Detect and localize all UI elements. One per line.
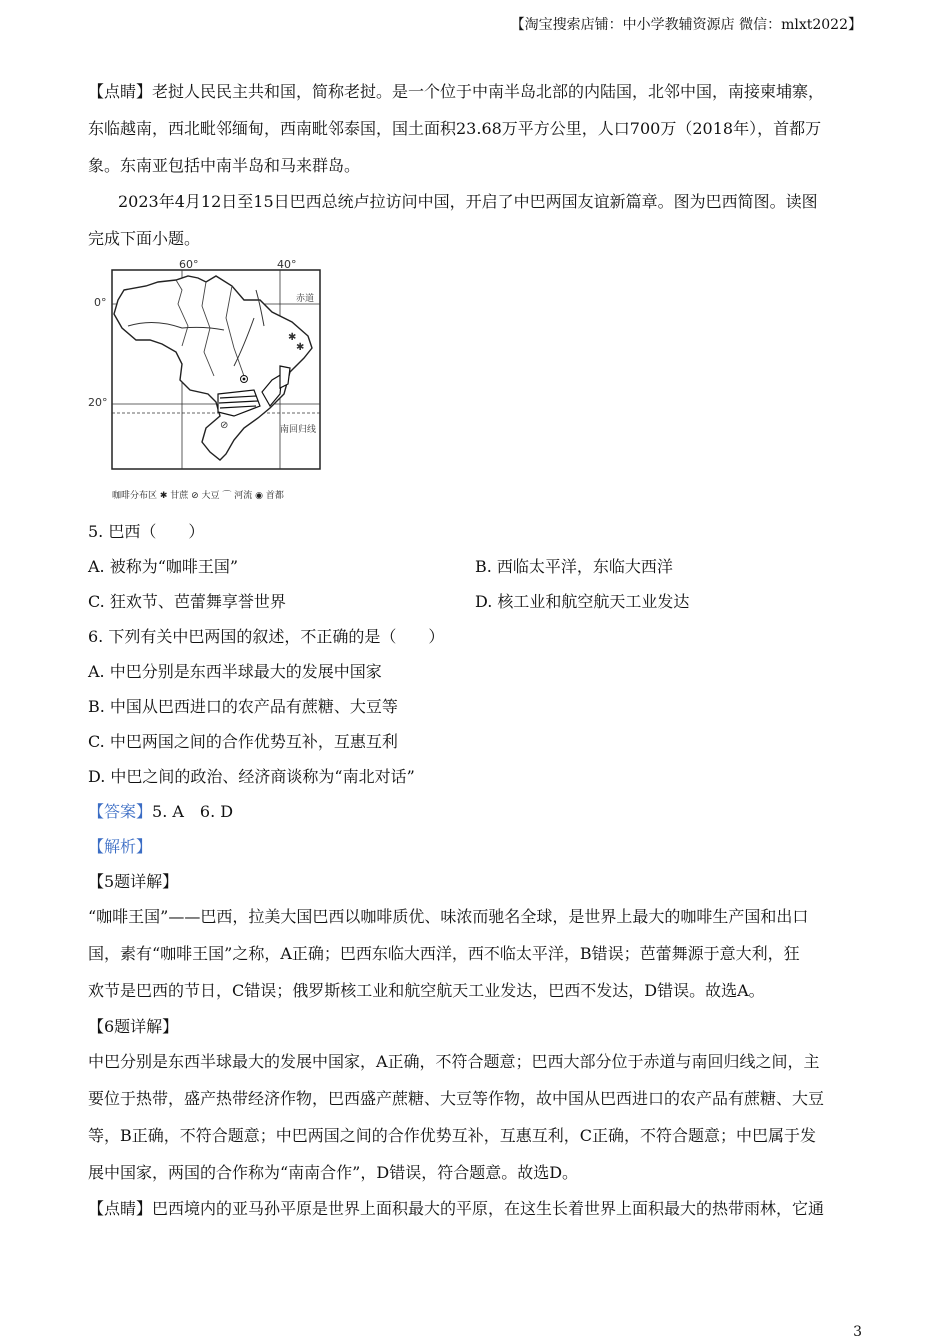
passage-line-1: 2023年4月12日至15日巴西总统卢拉访问中国，开启了中巴两国友谊新篇章。图为巴西简图。读图 <box>118 192 818 211</box>
q5-option-d: D. 核工业和航空航天工业发达 <box>475 592 690 611</box>
brazil-map <box>84 256 374 506</box>
q6-option-c: C. 中巴两国之间的合作优势互补，互惠互利 <box>88 732 398 751</box>
tropic-label: 南回归线 <box>280 425 317 435</box>
lon-60-label: 60° <box>179 258 199 271</box>
map-legend: 咖啡分布区 ✱ 甘蔗 ⊘ 大豆 ⌒ 河流 ◉ 首都 <box>112 491 284 501</box>
sugarcane-icon-1: ✱ <box>288 332 297 343</box>
lat-20-label: 20° <box>88 396 108 409</box>
q5-option-c: C. 狂欢节、芭蕾舞享誉世界 <box>88 592 286 611</box>
intro-line-3: 象。东南亚包括中南半岛和马来群岛。 <box>88 156 361 175</box>
answer-label: 【答案】 <box>88 802 153 821</box>
detail-6-line-2: 要位于热带，盛产热带经济作物，巴西盛产蔗糖、大豆等作物，故中国从巴西进口的农产品有蔗糖、大豆 <box>88 1089 825 1108</box>
detail-5-line-1: “咖啡王国”——巴西，拉美大国巴西以咖啡质优、味浓而驰名全球，是世界上最大的咖啡生产国和出口 <box>88 907 809 926</box>
lat-0-label: 0° <box>94 296 107 309</box>
intro-line-2: 东临越南，西北毗邻缅甸，西南毗邻泰国，国土面积23.68万平方公里，人口700万（2018年），首都万 <box>88 119 822 138</box>
passage-line-2: 完成下面小题。 <box>88 229 201 248</box>
detail-6-line-1: 中巴分别是东西半球最大的发展中国家，A正确，不符合题意；巴西大部分位于赤道与南回归线之间，主 <box>88 1052 820 1071</box>
detail-6-line-4: 展中国家，两国的合作称为“南南合作”，D错误，符合题意。故选D。 <box>88 1163 579 1182</box>
q5-option-b: B. 西临太平洋，东临大西洋 <box>475 557 673 576</box>
detail-6-title: 【6题详解】 <box>88 1017 179 1036</box>
intro-line-1: 【点睛】老挝人民民主共和国，简称老挝。是一个位于中南半岛北部的内陆国，北邻中国，南接柬埔寨， <box>88 82 825 101</box>
analysis-label: 【解析】 <box>88 837 153 856</box>
detail-5-line-3: 欢节是巴西的节日，C错误；俄罗斯核工业和航空航天工业发达，巴西不发达，D错误。故选A。 <box>88 981 765 1000</box>
detail-6-line-3: 等，B正确，不符合题意；中巴两国之间的合作优势互补，互惠互利，C正确，不符合题意；中巴属于发 <box>88 1126 817 1145</box>
tip-line: 【点睛】巴西境内的亚马孙平原是世界上面积最大的平原，在这生长着世界上面积最大的热带雨林，它通 <box>88 1199 825 1218</box>
q6-option-d: D. 中巴之间的政治、经济商谈称为“南北对话” <box>88 767 415 786</box>
detail-5-title: 【5题详解】 <box>88 872 179 891</box>
lon-40-label: 40° <box>277 258 297 271</box>
q6-option-b: B. 中国从巴西进口的农产品有蔗糖、大豆等 <box>88 697 398 716</box>
equator-label: 赤道 <box>296 294 315 304</box>
answer-line <box>88 802 233 822</box>
page-header: 【淘宝搜索店铺：中小学教辅资源店 微信：mlxt2022】 <box>510 17 862 33</box>
q6-stem: 6. 下列有关中巴两国的叙述，不正确的是（ ） <box>88 627 445 646</box>
q5-stem: 5. 巴西（ ） <box>88 522 205 541</box>
q5-option-a: A. 被称为“咖啡王国” <box>88 557 239 576</box>
soybean-icon: ⊘ <box>220 420 229 431</box>
sugarcane-icon-2: ✱ <box>296 342 305 353</box>
answer-text: 5. A 6. D <box>152 802 234 821</box>
detail-5-line-2: 国，素有“咖啡王国”之称，A正确；巴西东临大西洋，西不临太平洋，B错误；芭蕾舞源于意大利，狂 <box>88 944 800 963</box>
page-number: 3 <box>853 1324 862 1340</box>
q6-option-a: A. 中巴分别是东西半球最大的发展中国家 <box>88 662 382 681</box>
